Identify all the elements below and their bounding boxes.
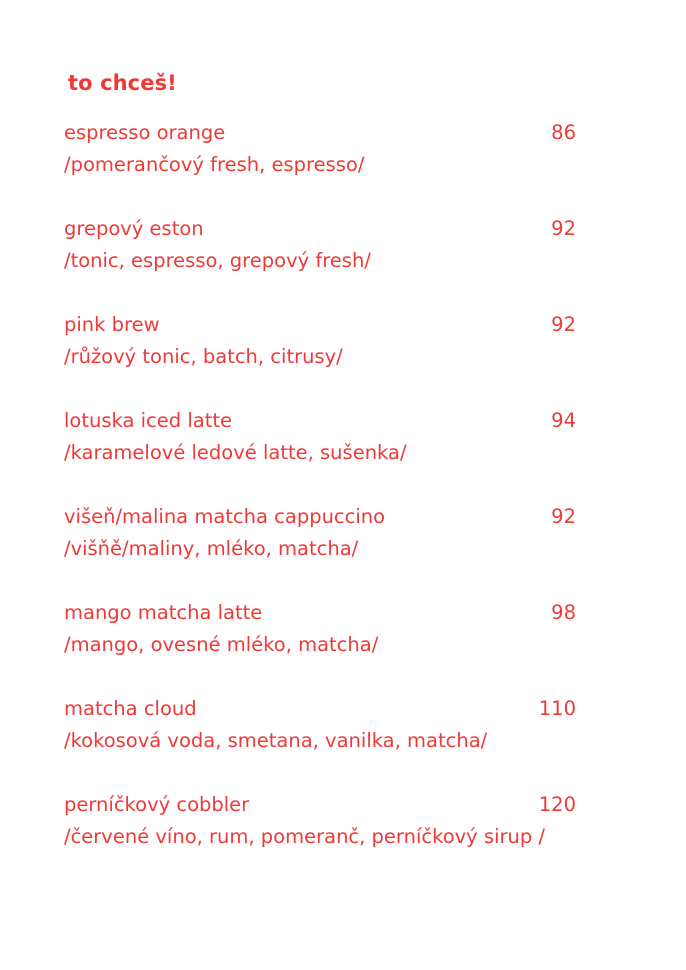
menu-item-name: grepový eston xyxy=(64,217,204,240)
menu-item-header xyxy=(64,501,576,533)
menu-item-price: 92 xyxy=(551,217,576,240)
menu-item-espresso-orange xyxy=(64,117,576,213)
menu-item-lotuska-iced-latte xyxy=(64,405,576,501)
menu-item-name: višeň/malina matcha cappuccino xyxy=(64,505,386,528)
menu-item-description: /karamelové ledové latte, sušenka/ xyxy=(64,441,407,464)
menu-item-mango-matcha-latte xyxy=(64,597,576,693)
menu-item-price: 92 xyxy=(551,505,576,528)
menu-item-name: pink brew xyxy=(64,313,160,336)
menu-item-pink-brew xyxy=(64,309,576,405)
menu-item-visen-malina-matcha-cappuccino xyxy=(64,501,576,597)
menu-item-price: 86 xyxy=(551,121,576,144)
menu-item-price: 92 xyxy=(551,313,576,336)
menu-item-description: /višňě/maliny, mléko, matcha/ xyxy=(64,537,359,560)
menu-item-description: /pomerančový fresh, espresso/ xyxy=(64,153,365,176)
menu-item-price: 98 xyxy=(551,601,576,624)
menu-item-description: /kokosová voda, smetana, vanilka, matcha/ xyxy=(64,729,488,752)
menu-item-header xyxy=(64,117,576,149)
menu-item-pernickovy-cobbler xyxy=(64,789,576,885)
menu-item-header xyxy=(64,405,576,437)
menu-item-name: perníčkový cobbler xyxy=(64,793,250,816)
menu-item-description: /růžový tonic, batch, citrusy/ xyxy=(64,345,343,368)
menu-item-matcha-cloud xyxy=(64,693,576,789)
menu-item-price: 94 xyxy=(551,409,576,432)
drink-menu-list xyxy=(64,117,576,885)
menu-item-name: espresso orange xyxy=(64,121,226,144)
menu-item-header xyxy=(64,693,576,725)
menu-item-grepovy-eston xyxy=(64,213,576,309)
menu-item-header xyxy=(64,789,576,821)
menu-item-name: lotuska iced latte xyxy=(64,409,232,432)
menu-item-description: /tonic, espresso, grepový fresh/ xyxy=(64,249,371,272)
menu-item-price: 110 xyxy=(538,697,576,720)
menu-item-name: matcha cloud xyxy=(64,697,197,720)
menu-item-header xyxy=(64,309,576,341)
menu-item-description: /mango, ovesné mléko, matcha/ xyxy=(64,633,379,656)
menu-item-description: /červené víno, rum, pomeranč, perníčkový sirup / xyxy=(64,825,546,848)
menu-item-header xyxy=(64,597,576,629)
menu-heading: to chceš! xyxy=(68,71,177,95)
menu-item-header xyxy=(64,213,576,245)
menu-item-price: 120 xyxy=(538,793,576,816)
menu-item-name: mango matcha latte xyxy=(64,601,263,624)
